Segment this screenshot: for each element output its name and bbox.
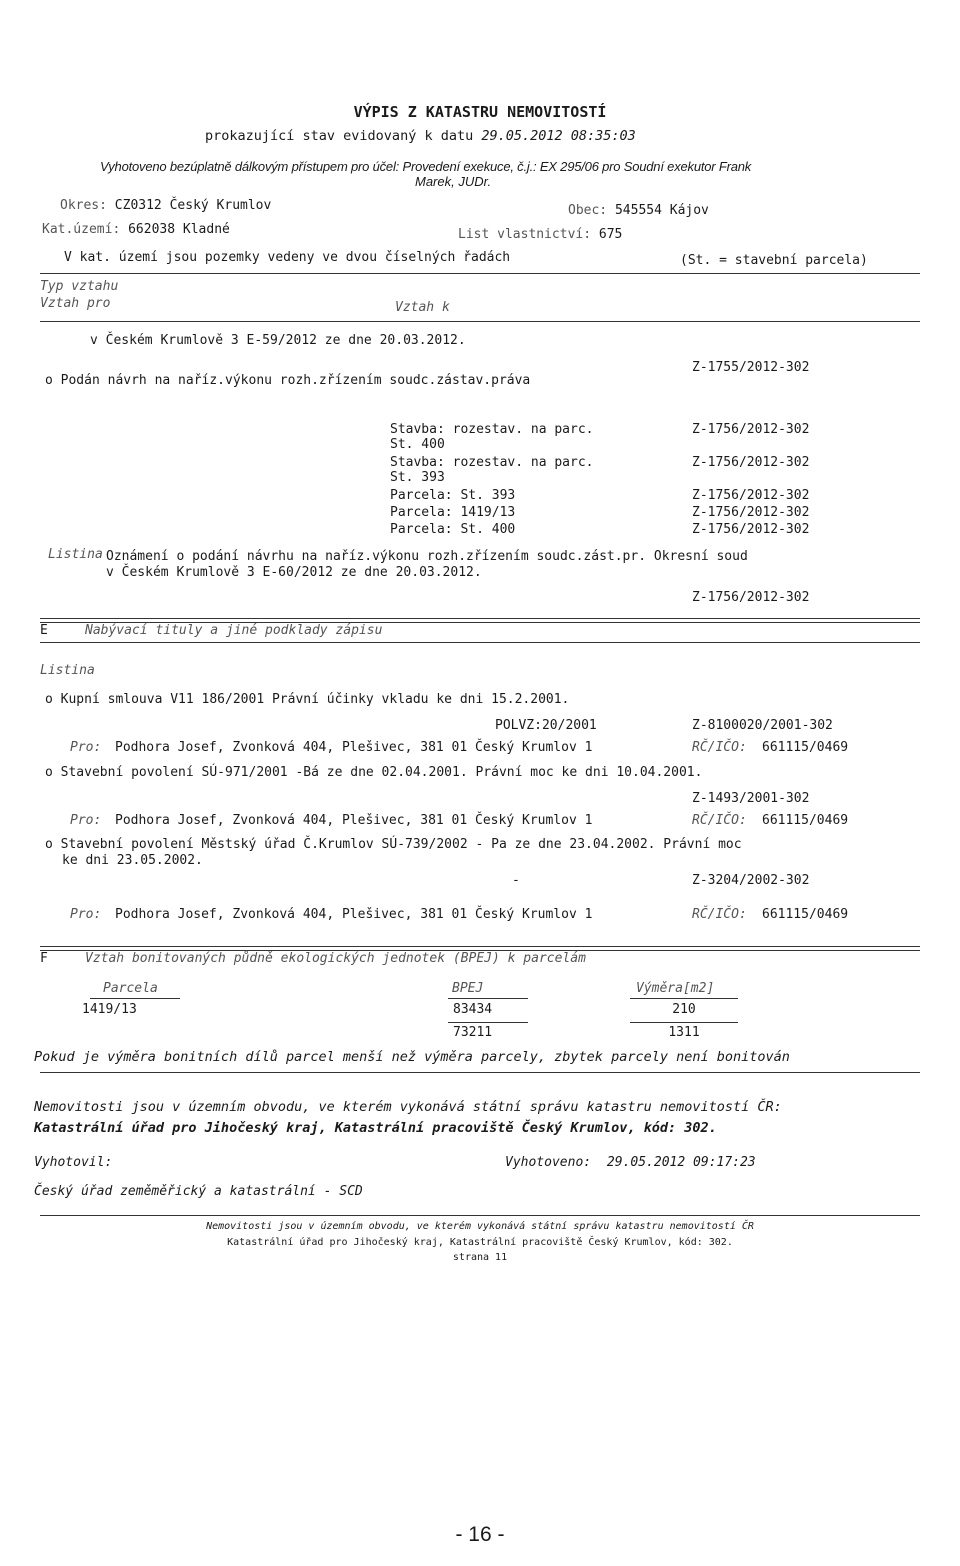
office-jurisdiction-line1: Nemovitosti jsou v územním obvodu, ve kterém vykonává státní správu katastru nemovitostí ČR:: [34, 1099, 782, 1115]
rc-ico-value: 661115/0469: [762, 813, 849, 828]
bpej-row-area: 210: [672, 1002, 696, 1017]
footer-page-label: strana 11: [452, 1252, 508, 1263]
title-entry-ref: Z-8100020/2001-302: [692, 718, 833, 733]
oznameni-ref: Z-1756/2012-302: [692, 590, 810, 605]
encumbered-item: Parcela: St. 400: [390, 522, 516, 537]
pro-label: Pro:: [70, 907, 102, 922]
encumbered-item-ref: Z-1756/2012-302: [692, 422, 810, 437]
podan-navrh-line: o Podán návrh na naříz.výkonu rozh.zřízením soudc.zástav.práva: [45, 373, 531, 388]
kat-uzemi-label: Kat.území:: [42, 222, 121, 237]
beneficiary: Podhora Josef, Zvonková 404, Plešivec, 381 01 Český Krumlov 1: [115, 813, 593, 828]
issued-purpose-line1: Vyhotoveno bezúplatně dálkovým přístupem pro účel: Provedení exekuce, č.j.: EX 295/06 pro Soudní exekutor Frank: [100, 159, 752, 174]
title-entry-ref: Z-1493/2001-302: [692, 791, 810, 806]
vyhotoveno-value: 29.05.2012 09:17:23: [606, 1155, 756, 1170]
bpej-row-code: 73211: [453, 1025, 493, 1040]
section-f-title: Vztah bonitovaných půdně ekologických jednotek (BPEJ) k parcelám: [85, 951, 586, 966]
vyhotoveno-field: [505, 1155, 756, 1170]
row-separator: [630, 1022, 738, 1023]
encumbered-item: Parcela: 1419/13: [390, 505, 516, 520]
vztah-k-header: Vztah k: [395, 300, 450, 315]
divider: [40, 321, 920, 322]
obec-field: [568, 203, 709, 218]
title-entry-text: o Kupní smlouva V11 186/2001 Právní účinky vkladu ke dni 15.2.2001.: [45, 692, 570, 707]
divider: [40, 1215, 920, 1216]
beneficiary: Podhora Josef, Zvonková 404, Plešivec, 381 01 Český Krumlov 1: [115, 907, 593, 922]
kat-uzemi-field: [42, 222, 230, 237]
list-vlastnictvi-value: 675: [598, 227, 623, 242]
beneficiary: Podhora Josef, Zvonková 404, Plešivec, 381 01 Český Krumlov 1: [115, 740, 593, 755]
subtitle-prefix: prokazující stav evidovaný k datu: [205, 128, 474, 144]
rc-ico-label: RČ/IČO:: [692, 813, 747, 828]
footer-small-line1: Nemovitosti jsou v územním obvodu, ve kterém vykonává státní správu katastru nemovitostí ČR: [206, 1221, 754, 1232]
okres-value: CZ0312 Český Krumlov: [114, 198, 272, 213]
vztah-pro-header: Vztah pro: [40, 296, 111, 311]
kat-uzemi-value: 662038 Kladné: [128, 222, 230, 237]
oznameni-line2: v Českém Krumlově 3 E-60/2012 ze dne 20.03.2012.: [106, 565, 482, 580]
encumbered-item-ref: Z-1756/2012-302: [692, 488, 810, 503]
list-vlastnictvi-field: [458, 227, 622, 242]
parcel-series-note: V kat. území jsou pozemky vedeny ve dvou číselných řadách: [64, 250, 511, 265]
court-ref-line: v Českém Krumlově 3 E-59/2012 ze dne 20.03.2012.: [90, 333, 466, 348]
issued-purpose-line2: Marek, JUDr.: [415, 174, 492, 189]
col-bpej-header: BPEJ: [452, 981, 484, 996]
listina-label: Listina: [40, 663, 95, 678]
pro-label: Pro:: [70, 740, 102, 755]
title-entry-doc-id: POLVZ:20/2001: [495, 718, 597, 733]
rc-ico-value: 661115/0469: [762, 907, 849, 922]
col-vymera-header: Výměra[m2]: [636, 981, 715, 996]
bpej-row-code: 83434: [453, 1002, 493, 1017]
divider: [40, 1072, 920, 1073]
rc-ico-label: RČ/IČO:: [692, 740, 747, 755]
bonitation-note: Pokud je výměra bonitních dílů parcel menší než výměra parcely, zbytek parcely není bonitován: [34, 1049, 790, 1065]
col-parcela-header: Parcela: [103, 981, 158, 996]
obec-value: 545554 Kájov: [614, 203, 709, 218]
section-e-letter: E: [40, 623, 48, 638]
title-entry-text: o Stavební povolení SÚ-971/2001 -Bá ze dne 02.04.2001. Právní moc ke dni 10.04.2001.: [45, 765, 703, 780]
encumbered-item: Stavba: rozestav. na parc.: [390, 422, 594, 437]
issuing-office: Český úřad zeměměřický a katastrální - SCD: [34, 1184, 363, 1199]
encumbered-item-detail: St. 400: [390, 437, 445, 452]
encumbered-item-ref: Z-1756/2012-302: [692, 522, 810, 537]
bpej-row-parcela: 1419/13: [82, 1002, 137, 1017]
divider: [40, 273, 920, 274]
column-underline: [448, 998, 528, 999]
parcel-series-legend: (St. = stavební parcela): [680, 253, 868, 268]
encumbered-item-ref: Z-1756/2012-302: [692, 455, 810, 470]
divider: [40, 642, 920, 643]
document-subtitle: [205, 128, 636, 144]
okres-label: Okres:: [60, 198, 107, 213]
rc-ico-value: 661115/0469: [762, 740, 849, 755]
list-vlastnictvi-label: List vlastnictví:: [458, 227, 592, 242]
rc-ico-label: RČ/IČO:: [692, 907, 747, 922]
title-entry-ref: Z-3204/2002-302: [692, 873, 810, 888]
okres-field: [60, 198, 271, 213]
office-jurisdiction-line2: Katastrální úřad pro Jihočeský kraj, Katastrální pracoviště Český Krumlov, kód: 302.: [34, 1120, 717, 1136]
typ-vztahu-header: Typ vztahu: [40, 279, 119, 294]
podan-navrh-ref: Z-1755/2012-302: [692, 360, 810, 375]
title-entry-doc-id: -: [512, 873, 520, 888]
encumbered-item: Parcela: St. 393: [390, 488, 516, 503]
document-title: VÝPIS Z KATASTRU NEMOVITOSTÍ: [353, 103, 607, 121]
column-underline: [630, 998, 738, 999]
vyhotovil-label: Vyhotovil:: [34, 1155, 113, 1170]
footer-small-line2: Katastrální úřad pro Jihočeský kraj, Katastrální pracoviště Český Krumlov, kód: 302.: [227, 1237, 733, 1248]
section-e-title: Nabývací tituly a jiné podklady zápisu: [85, 623, 383, 638]
column-underline: [90, 998, 180, 999]
listina-label: Listina: [48, 547, 103, 562]
title-entry-text: o Stavební povolení Městský úřad Č.Krumlov SÚ-739/2002 - Pa ze dne 23.04.2002. Právní moc: [45, 837, 742, 852]
obec-label: Obec:: [568, 203, 608, 218]
pro-label: Pro:: [70, 813, 102, 828]
oznameni-line1: Oznámení o podání návrhu na naříz.výkonu rozh.zřízením soudc.zást.pr. Okresní soud: [106, 549, 748, 564]
title-entry-text-cont: ke dni 23.05.2002.: [62, 853, 203, 868]
section-f-letter: F: [40, 951, 48, 966]
bpej-row-area: 1311: [668, 1025, 700, 1040]
subtitle-date: 29.05.2012 08:35:03: [481, 128, 636, 144]
vyhotoveno-label: Vyhotoveno:: [505, 1155, 592, 1170]
encumbered-item-ref: Z-1756/2012-302: [692, 505, 810, 520]
page-number: - 16 -: [455, 1523, 505, 1546]
encumbered-item-detail: St. 393: [390, 470, 445, 485]
encumbered-item: Stavba: rozestav. na parc.: [390, 455, 594, 470]
row-separator: [448, 1022, 528, 1023]
